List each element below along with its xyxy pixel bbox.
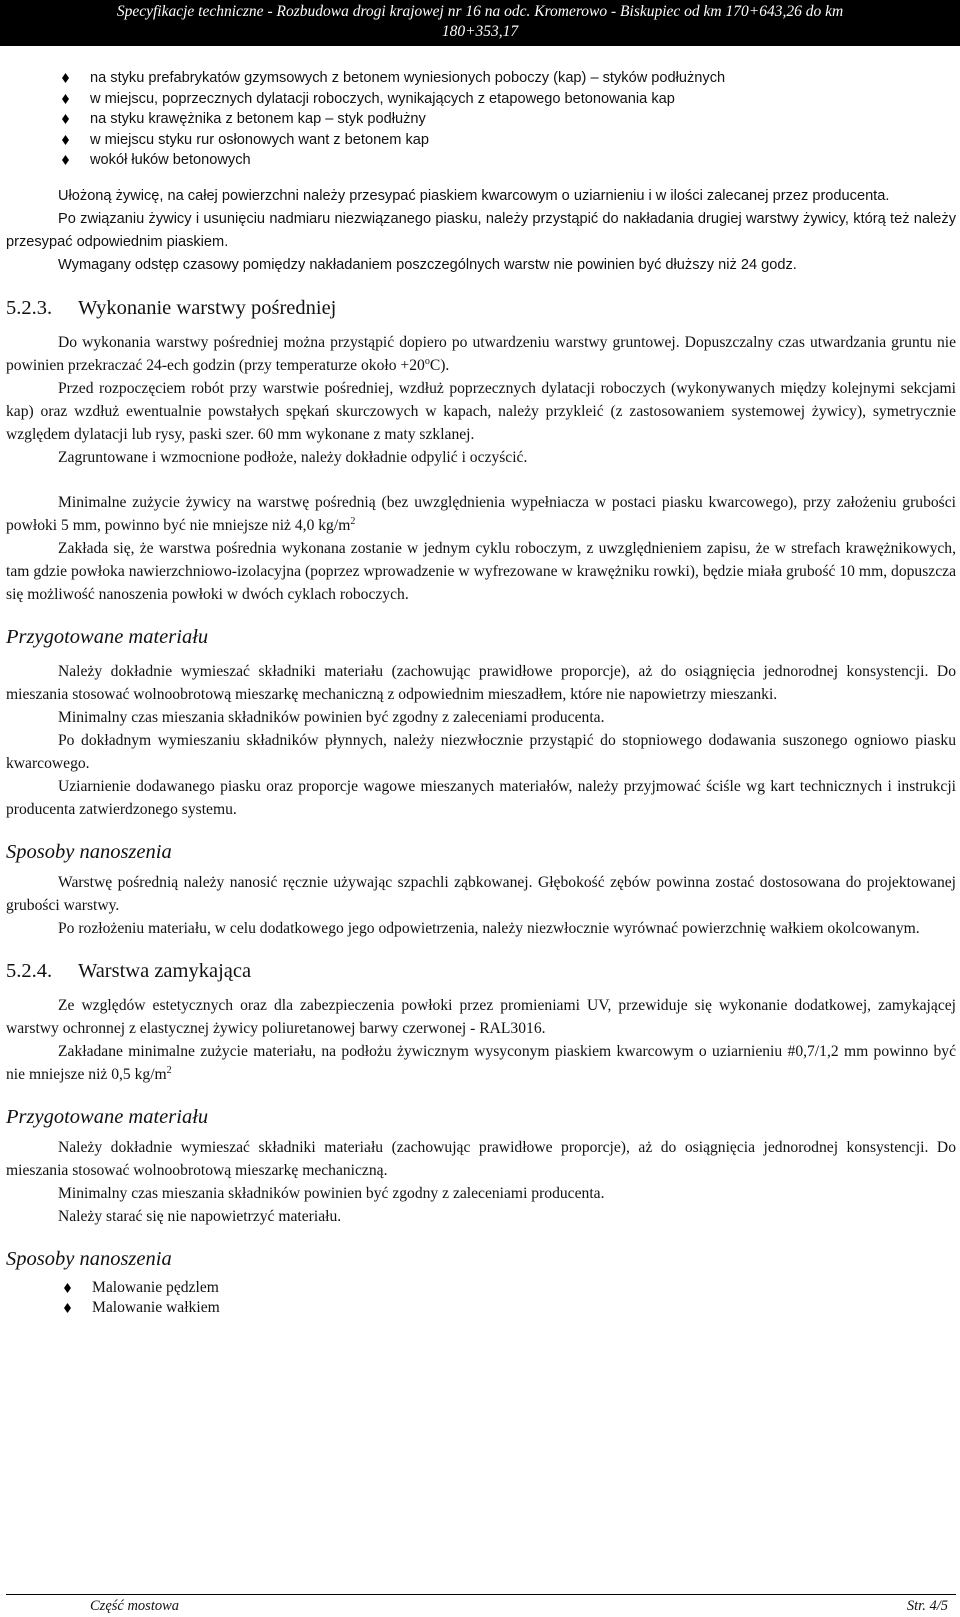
list-item xyxy=(58,68,956,89)
s523-paragraph-4 xyxy=(6,491,956,537)
list-item xyxy=(60,1278,956,1299)
diamond-bullet-icon xyxy=(62,94,69,104)
s523-paragraph-1 xyxy=(6,331,956,377)
list-item-text: Malowanie pędzlem xyxy=(92,1278,219,1296)
s524-paragraph-1: Ze względów estetycznych oraz dla zabezpieczenia powłoki przez promieniami UV, przewiduje się wykonanie dodatkowej, zamykającej warstwy ochronnej z elastycznej żywicy poliuretanowej barwy czerwonej - RAL3016. xyxy=(6,996,956,1037)
s523-paragraph-3: Zagruntowane i wzmocnione podłoże, należy dokładnie odpylić i oczyścić. xyxy=(58,448,528,466)
list-item xyxy=(58,89,956,110)
page-number: Str. 4/5 xyxy=(906,1598,948,1614)
degree-sup: o xyxy=(424,355,430,367)
list-item xyxy=(58,130,956,151)
section-heading-5-2-4 xyxy=(6,958,956,984)
subheading-material-prep-1: Przygotowane materiału xyxy=(6,625,209,648)
diamond-bullet-icon xyxy=(62,155,69,165)
subheading-material-prep-2: Przygotowane materiału xyxy=(6,1105,209,1128)
intro-paragraph-1: Ułożoną żywicę, na całej powierzchni należy przesypać piaskiem kwarcowym o uziarnieniu i w ilości zalecanej przez producenta. xyxy=(58,187,890,204)
header-line-2: 180+353,17 xyxy=(441,23,519,40)
s523-p1-end: C). xyxy=(429,356,450,374)
section-title: Warstwa zamykająca xyxy=(78,959,252,982)
list-item-text: wokół łuków betonowych xyxy=(90,152,251,168)
s523-p4-text: Minimalne zużycie żywicy na warstwę pośrednią (bez uwzględnienia wypełniacza w postaci piasku kwarcowego), przy założeniu grubości powłoki 5 mm, powinno być nie mniejsze niż 4,0 kg/m xyxy=(6,493,956,534)
diamond-bullet-icon xyxy=(62,135,69,145)
document-footer xyxy=(90,1597,948,1615)
subheading-application-1: Sposoby nanoszenia xyxy=(6,840,172,863)
apply1-paragraph-1: Warstwę pośrednią należy nanosić ręcznie używając szpachli ząbkowanej. Głębokość zębów powinna zostać dostosowana do projektowanej grubości warstwy. xyxy=(6,873,956,914)
diamond-bullet-icon xyxy=(64,1303,71,1313)
intro-paragraph-3: Wymagany odstęp czasowy pomiędzy nakładaniem poszczególnych warstw nie powinien być dłuższy niż 24 godz. xyxy=(58,256,797,273)
footer-section-name: Część mostowa xyxy=(90,1598,180,1614)
diamond-bullet-icon xyxy=(64,1283,71,1293)
s523-paragraph-2: Przed rozpoczęciem robót przy warstwie pośredniej, wzdłuż poprzecznych dylatacji roboczych (wykonywanych między kolejnymi sekcjami kap) oraz wzdłuż ewentualnie powstałych spękań skurczowych w kapach, należy przykleić (z zastosowaniem systemowej żywicy), symetrycznie względem dylatacji lub rysy, paski szer. 60 mm wykonane z maty szklanej. xyxy=(6,379,956,443)
prep1-paragraph-2: Minimalny czas mieszania składników powinien być zgodny z zaleceniami producenta. xyxy=(58,708,605,726)
section-number: 5.2.3. xyxy=(6,296,53,319)
list-item xyxy=(60,1298,956,1319)
intro-block xyxy=(6,185,956,277)
section-number: 5.2.4. xyxy=(6,959,53,982)
prep2-paragraph-1: Należy dokładnie wymieszać składniki materiału (zachowując prawidłowe proporcje), aż do osiągnięcia jednorodnej konsystencji. Do mieszania stosować wolnoobrotową mieszarkę mechaniczną. xyxy=(6,1138,956,1179)
document-body xyxy=(6,68,956,1319)
list-item xyxy=(58,150,956,171)
list-item-text: na styku krawężnika z betonem kap – styk podłużny xyxy=(90,111,426,127)
list-item-text: w miejscu styku rur osłonowych want z betonem kap xyxy=(90,131,430,148)
top-bullet-list xyxy=(6,68,956,171)
prep1-paragraph-3: Po dokładnym wymieszaniu składników płynnych, należy niezwłocznie przystąpić do stopniowego dodawania suszonego ogniowo piasku kwarcowego. xyxy=(6,731,956,772)
list-item xyxy=(58,109,956,130)
s524-paragraph-2 xyxy=(6,1040,956,1086)
application-methods-list xyxy=(6,1278,956,1319)
diamond-bullet-icon xyxy=(62,73,69,83)
s523-p1-text: Do wykonania warstwy pośredniej można przystąpić dopiero po utwardzeniu warstwy gruntowej. Dopuszczalny czas utwardzania gruntu nie powinien przekraczać 24-ech godzin (przy temperaturze około +20 xyxy=(6,333,956,374)
prep1-paragraph-1: Należy dokładnie wymieszać składniki materiału (zachowując prawidłowe proporcje), aż do osiągnięcia jednorodnej konsystencji. Do mieszania stosować wolnoobrotową mieszarkę mechaniczną z odpowiednim mieszadłem, które nie napowietrzy mieszanki. xyxy=(6,662,956,703)
prep2-paragraph-3: Należy starać się nie napowietrzyć materiału. xyxy=(58,1207,342,1225)
footer-divider xyxy=(6,1594,956,1595)
section-title: Wykonanie warstwy pośredniej xyxy=(78,296,337,319)
document-header xyxy=(0,0,960,46)
list-item-text: na styku prefabrykatów gzymsowych z betonem wyniesionych poboczy (kap) – styków podłużnych xyxy=(90,70,726,86)
unit-sup: 2 xyxy=(350,515,356,527)
s524-p2-text: Zakładane minimalne zużycie materiału, na podłożu żywicznym wysyconym piaskiem kwarcowym o uziarnieniu #0,7/1,2 mm powinno być nie mniejsze niż 0,5 kg/m xyxy=(6,1042,956,1083)
list-item-text: Malowanie wałkiem xyxy=(92,1299,220,1316)
apply1-paragraph-2: Po rozłożeniu materiału, w celu dodatkowego jego odpowietrzenia, należy niezwłocznie wyrównać powierzchnię wałkiem okolcowanym. xyxy=(58,919,920,937)
list-item-text: w miejscu, poprzecznych dylatacji roboczych, wynikających z etapowego betonowania kap xyxy=(90,90,675,107)
section-heading-5-2-3 xyxy=(6,295,956,321)
diamond-bullet-icon xyxy=(62,114,69,124)
header-line-1: Specyfikacje techniczne - Rozbudowa drogi krajowej nr 16 na odc. Kromerowo - Biskupiec od km 170+643,26 do km xyxy=(116,3,844,20)
intro-paragraph-2: Po związaniu żywicy i usunięciu nadmiaru niezwiązanego piasku, należy przystąpić do nakładania drugiej warstwy żywicy, którą też należy przesypać odpowiednim piaskiem. xyxy=(6,210,956,250)
s523-paragraph-5: Zakłada się, że warstwa pośrednia wykonana zostanie w jednym cyklu roboczym, z uwzględnieniem zapisu, że w strefach krawężnikowych, tam gdzie powłoka nawierzchniowo-izolacyjna (poprzez wprowadzenie w wyfrezowane w krawężniku rowki), będzie miała grubość 10 mm, dopuszcza się możliwość nanoszenia powłoki w dwóch cyklach roboczych. xyxy=(6,539,956,603)
prep1-paragraph-4: Uziarnienie dodawanego piasku oraz proporcje wagowe mieszanych materiałów, należy przyjmować ściśle wg kart technicznych i instrukcji producenta zatwierdzonego systemu. xyxy=(6,777,956,818)
prep2-paragraph-2: Minimalny czas mieszania składników powinien być zgodny z zaleceniami producenta. xyxy=(58,1184,605,1202)
subheading-application-2: Sposoby nanoszenia xyxy=(6,1247,172,1270)
unit-sup: 2 xyxy=(166,1064,172,1076)
